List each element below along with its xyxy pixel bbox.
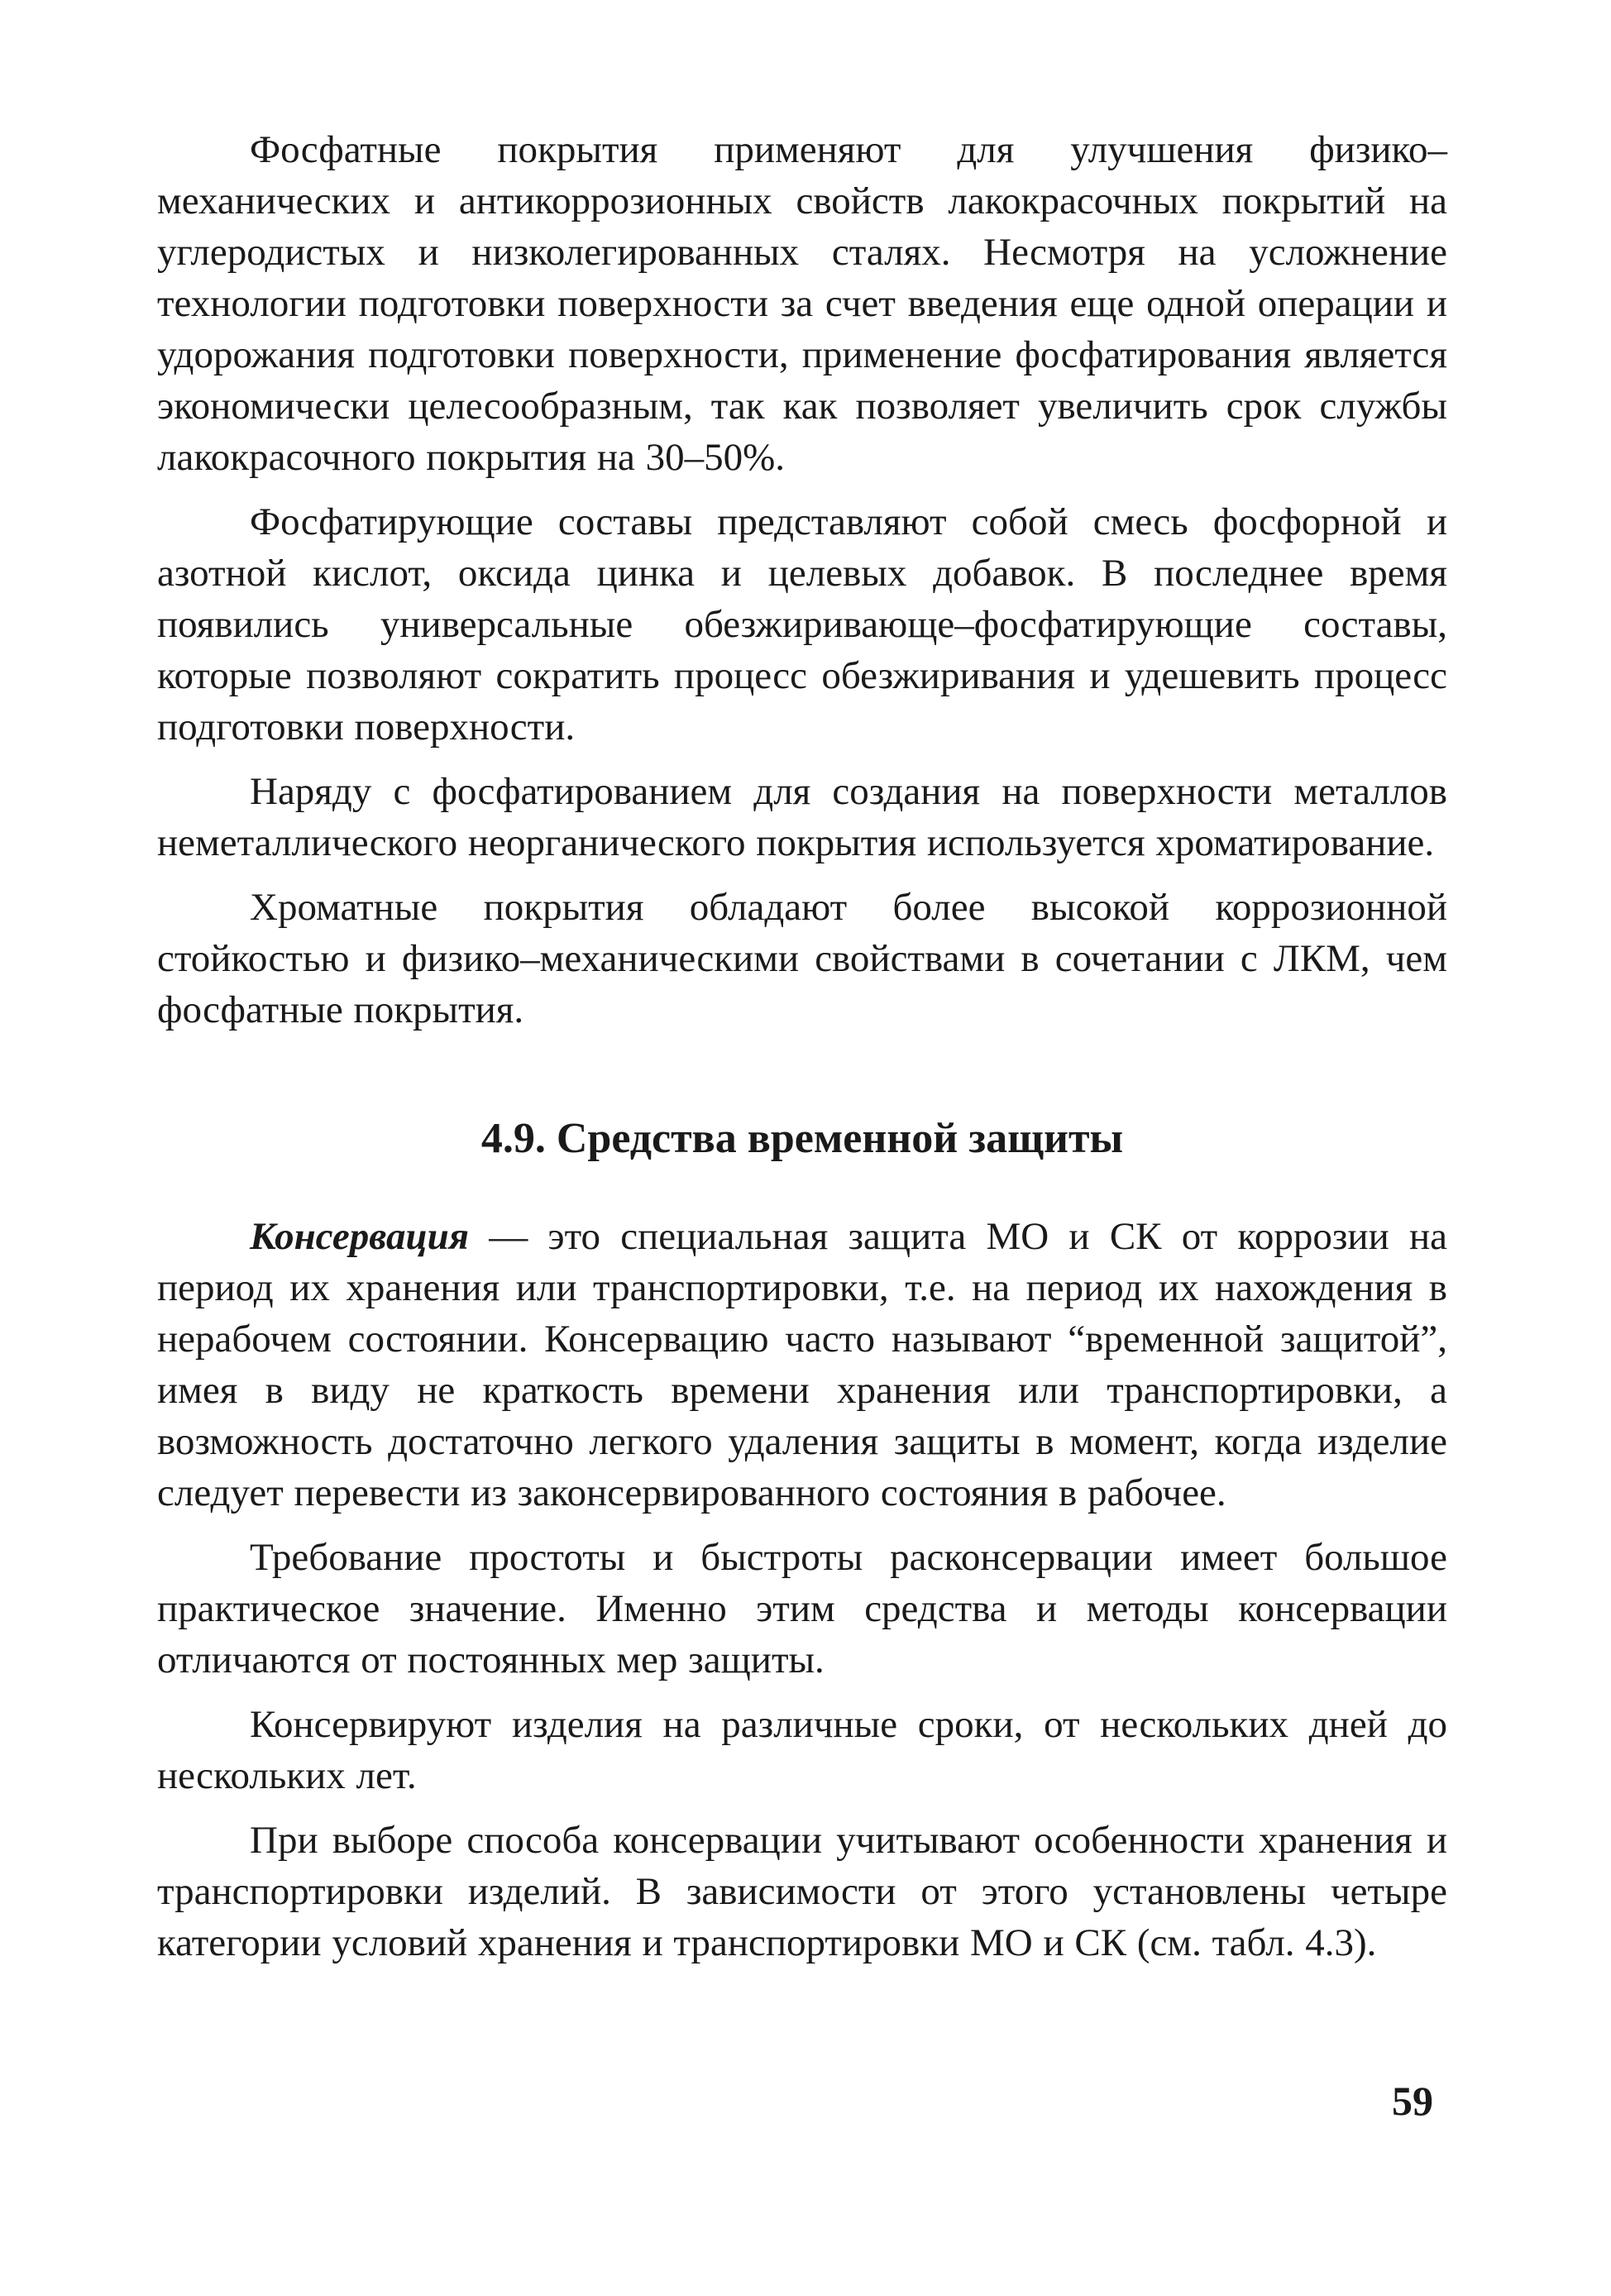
section-title: 4.9. Средства временной защиты: [480, 1115, 1124, 1162]
paragraph-phosphate-coatings: Фосфатные покрытия применяют для улучшения физико–механических и антикоррозионных свойств лакокрасочных покрытий на углеродистых и низколегированных сталях. Несмотря на усложнение технологии подготовки поверхности за счет введения еще одной операции и удорожания подготовки поверхности, применение фосфатирования является экономически целесообразным, так как позволяет увеличить срок службы лакокрасочного покрытия на 30–50%.: [157, 128, 1447, 479]
paragraph-chromate-coatings: Хроматные покрытия обладают более высокой коррозионной стойкостью и физико–механическими свойствами в сочетании с ЛКМ, чем фосфатные покрытия.: [157, 886, 1447, 1031]
term-conservation: Консервация: [250, 1215, 469, 1258]
paragraph-deconservation: Требование простоты и быстроты расконсервации имеет большое практическое значение. Именно этим средства и методы консервации отличаются от постоянных мер защиты.: [157, 1536, 1447, 1681]
paragraph-phosphating-compositions: Фосфатирующие составы представляют собой смесь фосфорной и азотной кислот, оксида цинка и целевых добавок. В последнее время появились универсальные обезжиривающе–фосфатирующие составы, которые позволяют сократить процесс обезжиривания и удешевить процесс подготовки поверхности.: [157, 500, 1447, 749]
paragraph-chromating: Наряду с фосфатированием для создания на поверхности металлов неметаллического неорганического покрытия используется хроматирование.: [157, 770, 1447, 864]
page-number: 59: [1392, 2078, 1433, 2124]
paragraph-conservation-terms: Консервируют изделия на различные сроки, от нескольких дней до нескольких лет.: [157, 1703, 1447, 1797]
page-body: [157, 124, 1447, 1982]
paragraph-conservation-definition: [157, 1211, 1447, 1519]
conservation-definition-text: — это специальная защита МО и СК от коррозии на период их хранения или транспортировки, т.е. на период их нахождения в нерабочем состоянии. Консервацию часто называют “временной защитой”, имея в виду не краткость времени хранения или транспортировки, а возможность достаточно легкого удаления защиты в момент, когда изделие следует перевести из законсервированного состояния в рабочее.: [157, 1215, 1447, 1514]
paragraph-storage-categories: При выборе способа консервации учитывают особенности хранения и транспортировки изделий. В зависимости от этого установлены четыре категории условий хранения и транспортировки МО и СК (см. табл. 4.3).: [157, 1819, 1447, 1964]
